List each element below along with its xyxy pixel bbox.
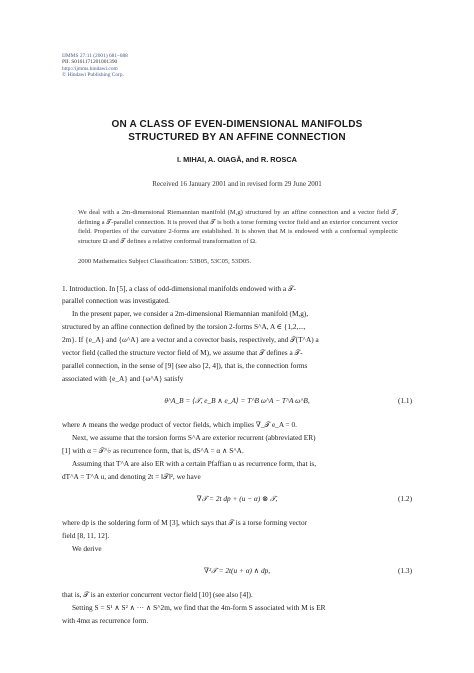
body-line: structured by an affine connection defined by the torsion 2-forms S^A, A ∈ {1,2,..., [62,322,306,331]
body-line: with 4mα as recurrence form. [62,616,149,625]
pii-code: PII. S0161171201001390 [62,59,118,66]
body-line: Setting S = S¹ ∧ S² ∧ ··· ∧ S^2m, we find that the 4m-form S associated with M is ER [72,603,326,612]
body-line: dT^A = T^A u, and denoting 2t = ‖𝒯‖², we have [62,472,201,481]
journal-url[interactable]: http://ijmms.hindawi.com [62,65,118,72]
publisher-line[interactable]: © Hindawi Publishing Corp. [62,72,124,79]
abstract: We deal with a 2m-dimensional Riemannian manifold (M,g) structured by an affine connection and a vector field 𝒯, defining a 𝒯-parallel connection. It is proved that 𝒯 is both a torse forming vector field and an exterior concurrent vector field. Properties of the curvature 2-forms are established. It is shown that M is endowed with a conformal symplectic structure Ω and 𝒯 defines a relative conformal transformation of Ω. [78,209,398,245]
body-line: where ∧ means the wedge product of vector fields, which implies ∇_𝒯 e_A = 0. [62,420,297,429]
body-line: We derive [72,544,102,553]
body-line: [1] with α = 𝒯^♭ as recurrence form, that is, dS^A = α ∧ S^A. [62,446,244,455]
authors: I. MIHAI, A. OIAGĂ, and R. ROSCA [176,155,298,164]
body-line: 1. Introduction. In [5], a class of odd-dimensional manifolds endowed with a 𝒯- [62,284,296,293]
equation-number: (1.2) [398,494,412,503]
msc-classification: 2000 Mathematics Subject Classification: 53B05, 53C05, 53D05. [78,258,252,265]
body-line: Next, we assume that the torsion forms S^A are exterior recurrent (abbreviated ER) [72,433,316,442]
title-line-2: STRUCTURED BY AN AFFINE CONNECTION [128,131,346,143]
body-line: field [8, 11, 12]. [62,531,110,540]
equation-number: (1.3) [398,566,412,575]
body-line: Assuming that T^A are also ER with a certain Pfaffian u as recurrence form, that is, [72,459,317,468]
body-line: associated with {e_A} and {ω^A} satisfy [62,374,184,383]
equation-1-1 [62,396,412,406]
equation-text: θ^A_B = ⟨𝒯, e_B ∧ e_A⟩ = T^B ω^A − T^A ω^B, [164,396,310,405]
equation-1-2 [62,494,412,504]
title-line-1: ON A CLASS OF EVEN-DIMENSIONAL MANIFOLDS [111,119,363,130]
body-line: parallel connection was investigated. [62,296,170,305]
journal-header [62,53,128,79]
equation-text: ∇²𝒯 = 2t(u + α) ∧ dp, [203,566,271,575]
equation-number: (1.1) [398,396,412,405]
paper-title [0,119,474,144]
received-dates: Received 16 January 2001 and in revised form 29 June 2001 [152,180,322,188]
equation-1-3 [62,566,412,576]
body-line: parallel connection, in the sense of [9] (see also [2, 4]), that is, the connection forms [62,361,308,370]
journal-citation[interactable]: IJMMS 27:11 (2001) 681–688 [62,53,128,59]
body-line: In the present paper, we consider a 2m-dimensional Riemannian manifold (M,g), [72,309,309,318]
body-line: 2m}. If {e_A} and {ω^A} are a vector and a covector basis, respectively, and 𝒯(T^A) a [62,335,319,344]
body-line: vector field (called the structure vector field of M), we assume that 𝒯 defines a 𝒯- [62,348,303,357]
body-line: where dp is the soldering form of M [3], which says that 𝒯 is a torse forming vector [62,518,308,527]
body-line: that is, 𝒯 is an exterior concurrent vector field [10] (see also [4]). [62,590,253,599]
equation-text: ∇𝒯 = 2t dp + (u − α) ⊗ 𝒯, [196,494,278,503]
